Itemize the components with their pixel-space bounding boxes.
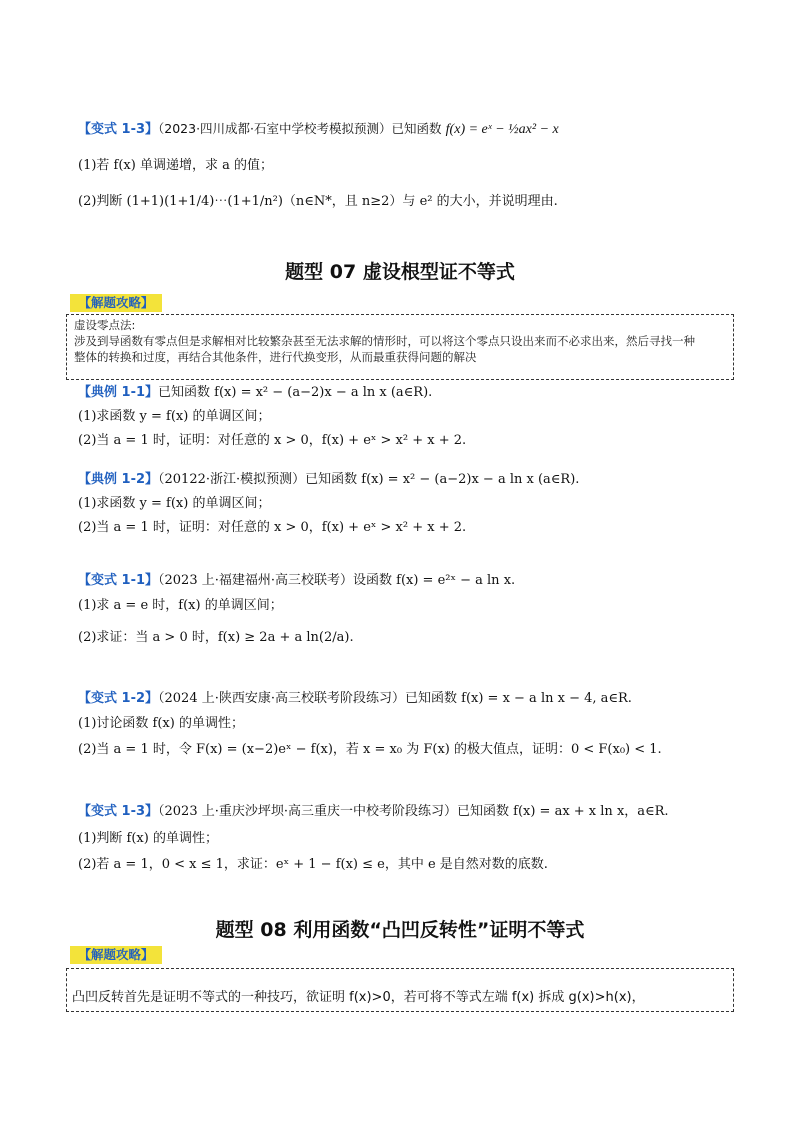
example-tag: 【典例 1-1】 [78, 385, 159, 400]
problem-stem-text: （2023 上·福建福州·高三校联考）设函数 f(x) = e²ˣ − a ln x. [158, 573, 516, 588]
problem-v13b-q1: (1)判断 f(x) 的单调性； [78, 831, 218, 846]
problem-stem-text: （2024 上·陕西安康·高三校联考阶段练习）已知函数 f(x) = x − a ln x − 4, a∈R. [158, 691, 632, 706]
problem-v13b-q2: (2)若 a = 1，0 < x ≤ 1，求证：eˣ + 1 − f(x) ≤ e，其中 e 是自然对数的底数. [78, 857, 548, 872]
example-11-q2: (2)当 a = 1 时，证明：对任意的 x > 0，f(x) + eˣ > x² + x + 2. [78, 433, 467, 448]
section-08-title: 题型 08 利用函数“凸凹反转性”证明不等式 [215, 919, 585, 941]
example-11-q1: (1)求函数 y = f(x) 的单调区间； [78, 409, 271, 424]
problem-v11-q2: (2)求证：当 a > 0 时，f(x) ≥ 2a + a ln(2/a). [78, 630, 354, 645]
example-tag: 【典例 1-2】 [78, 472, 159, 487]
problem-v12-stem [78, 689, 632, 709]
problem-v11-q1: (1)求 a = e 时，f(x) 的单调区间； [78, 598, 283, 613]
example-12-q2: (2)当 a = 1 时，证明：对任意的 x > 0，f(x) + eˣ > x² + x + 2. [78, 520, 467, 535]
problem-v13b-stem [78, 802, 669, 822]
example-12-q1: (1)求函数 y = f(x) 的单调区间； [78, 496, 271, 511]
problem-tag: 【变式 1-3】 [78, 122, 159, 137]
problem-formula: f(x) = eˣ − ½ax² − x [445, 122, 559, 137]
problem-stem-text: （2023 上·重庆沙坪坝·高三重庆一中校考阶段练习）已知函数 f(x) = ax + x ln x，a∈R. [158, 804, 669, 819]
problem-v13a-q2: (2)判断 (1+1)(1+1/4)⋯(1+1/n²)（n∈N*，且 n≥2）与 e² 的大小，并说明理由. [78, 194, 558, 209]
problem-v13a-q1: (1)若 f(x) 单调递增，求 a 的值； [78, 158, 273, 173]
strategy-07-line3: 整体的转换和过度，再结合其他条件，进行代换变形，从而最重获得问题的解决 [74, 350, 477, 364]
strategy-07-line1: 虚设零点法: [74, 318, 136, 332]
problem-tag: 【变式 1-1】 [78, 573, 159, 588]
problem-tag: 【变式 1-2】 [78, 691, 159, 706]
strategy-07-line2: 涉及到导函数有零点但是求解相对比较繁杂甚至无法求解的情形时，可以将这个零点只设出来而不必求出来，然后寻找一种 [74, 334, 695, 348]
strategy-08-line1: 凸凹反转首先是证明不等式的一种技巧，欲证明 f(x)>0，若可将不等式左端 f(x) 拆成 g(x)>h(x)， [72, 990, 645, 1005]
problem-v12-q1: (1)讨论函数 f(x) 的单调性； [78, 716, 244, 731]
problem-source: （2023·四川成都·石室中学校考模拟预测）已知函数 [158, 121, 442, 136]
example-stem-text: 已知函数 f(x) = x² − (a−2)x − a ln x (a∈R). [158, 385, 433, 400]
strategy-label-08: 【解题攻略】 [70, 946, 162, 964]
problem-v12-q2: (2)当 a = 1 时，令 F(x) = (x−2)eˣ − f(x)，若 x = x₀ 为 F(x) 的极大值点，证明：0 < F(x₀) < 1. [78, 742, 662, 757]
problem-v11-stem [78, 571, 515, 591]
example-11-stem [78, 383, 432, 403]
example-stem-text: （20122·浙江·模拟预测）已知函数 f(x) = x² − (a−2)x − a ln x (a∈R). [158, 472, 580, 487]
section-07-title: 题型 07 虚设根型证不等式 [285, 261, 515, 283]
problem-tag: 【变式 1-3】 [78, 804, 159, 819]
problem-v13a-header [78, 119, 559, 140]
strategy-label-07: 【解题攻略】 [70, 294, 162, 312]
example-12-stem [78, 470, 579, 490]
